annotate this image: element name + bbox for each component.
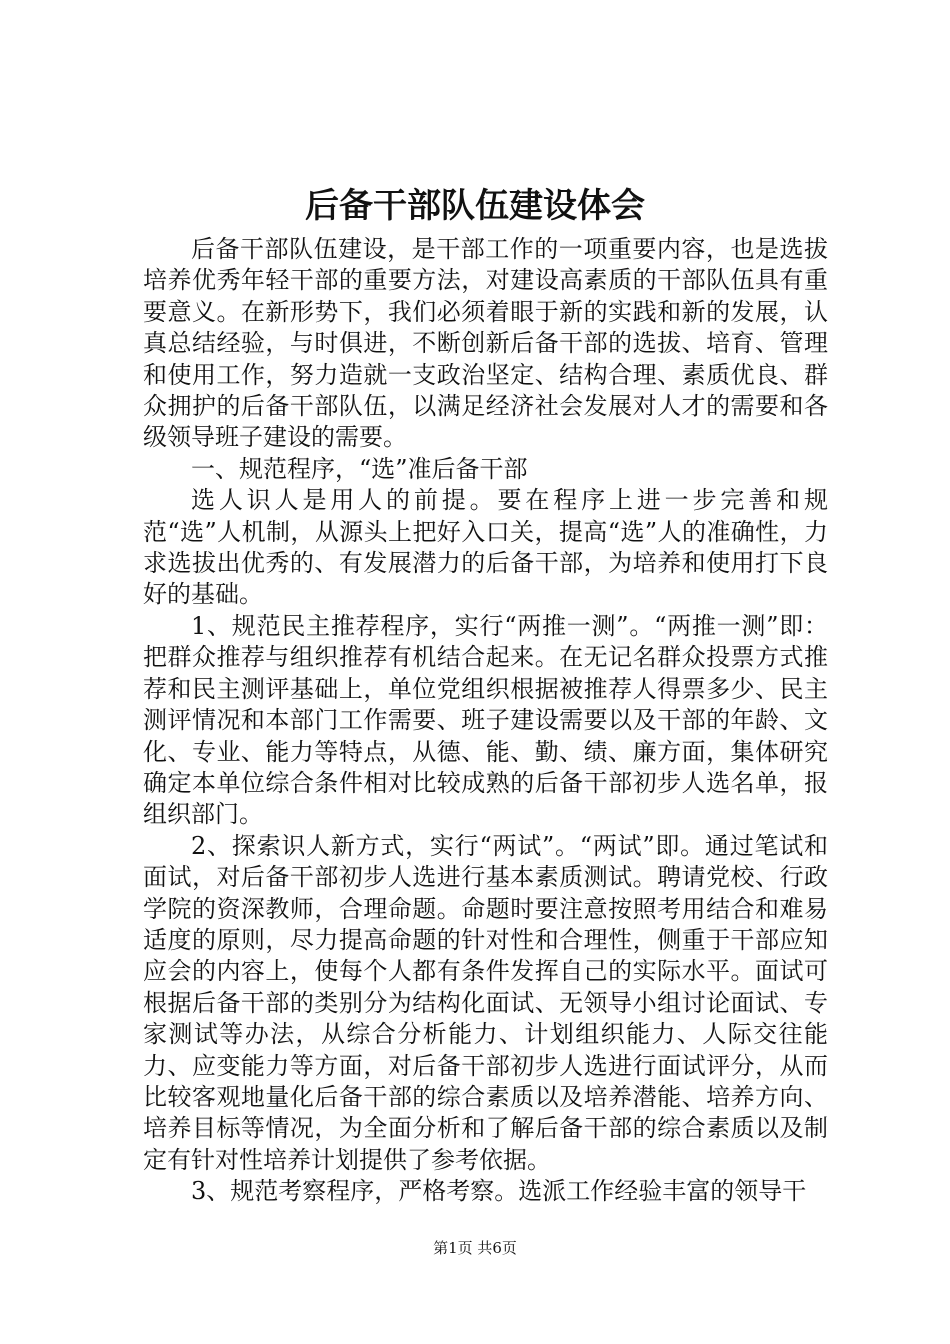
page-footer: 第1页 共6页: [433, 1239, 517, 1257]
document-title: 后备干部队伍建设体会: [305, 186, 645, 226]
intro-paragraph: 后备干部队伍建设，是干部工作的一项重要内容，也是选拔培养优秀年轻干部的重要方法，对建设高素质的干部队伍具有重要意义。在新形势下，我们必须着眼于新的实践和新的发展，认真总结经验，与时俱进，不断创新后备干部的选拔、培育、管理和使用工作，努力造就一支政治坚定、结构合理、素质优良、群众拥护的后备干部队伍，以满足经济社会发展对人才的需要和各级领导班子建设的需要。: [143, 235, 828, 452]
item-3-paragraph: 3、规范考察程序，严格考察。选派工作经验丰富的领导干: [191, 1177, 807, 1206]
section-intro-paragraph: 选人识人是用人的前提。要在程序上进一步完善和规范“选”人机制，从源头上把好入口关，提高“选”人的准确性，力求选拔出优秀的、有发展潜力的后备干部，为培养和使用打下良好的基础。: [143, 486, 828, 609]
document-body: [143, 234, 828, 1208]
section-heading: 一、规范程序，“选”准后备干部: [191, 454, 528, 483]
item-2-paragraph: 2、探索识人新方式，实行“两试”。“两试”即。通过笔试和面试，对后备干部初步人选进行基本素质测试。聘请党校、行政学院的资深教师，合理命题。命题时要注意按照考用结合和难易适度的原则，尽力提高命题的针对性和合理性，侧重于干部应知应会的内容上，使每个人都有条件发挥自己的实际水平。面试可根据后备干部的类别分为结构化面试、无领导小组讨论面试、专家测试等办法，从综合分析能力、计划组织能力、人际交往能力、应变能力等方面，对后备干部初步人选进行面试评分，从而比较客观地量化后备干部的综合素质以及培养潜能、培养方向、培养目标等情况，为全面分析和了解后备干部的综合素质以及制定有针对性培养计划提供了参考依据。: [143, 831, 828, 1174]
item-1-paragraph: 1、规范民主推荐程序，实行“两推一测”。“两推一测”即：把群众推荐与组织推荐有机结合起来。在无记名群众投票方式推荐和民主测评基础上，单位党组织根据被推荐人得票多少、民主测评情况和本部门工作需要、班子建设需要以及干部的年龄、文化、专业、能力等特点，从德、能、勤、绩、廉方面，集体研究确定本单位综合条件相对比较成熟的后备干部初步人选名单，报组织部门。: [143, 611, 828, 829]
